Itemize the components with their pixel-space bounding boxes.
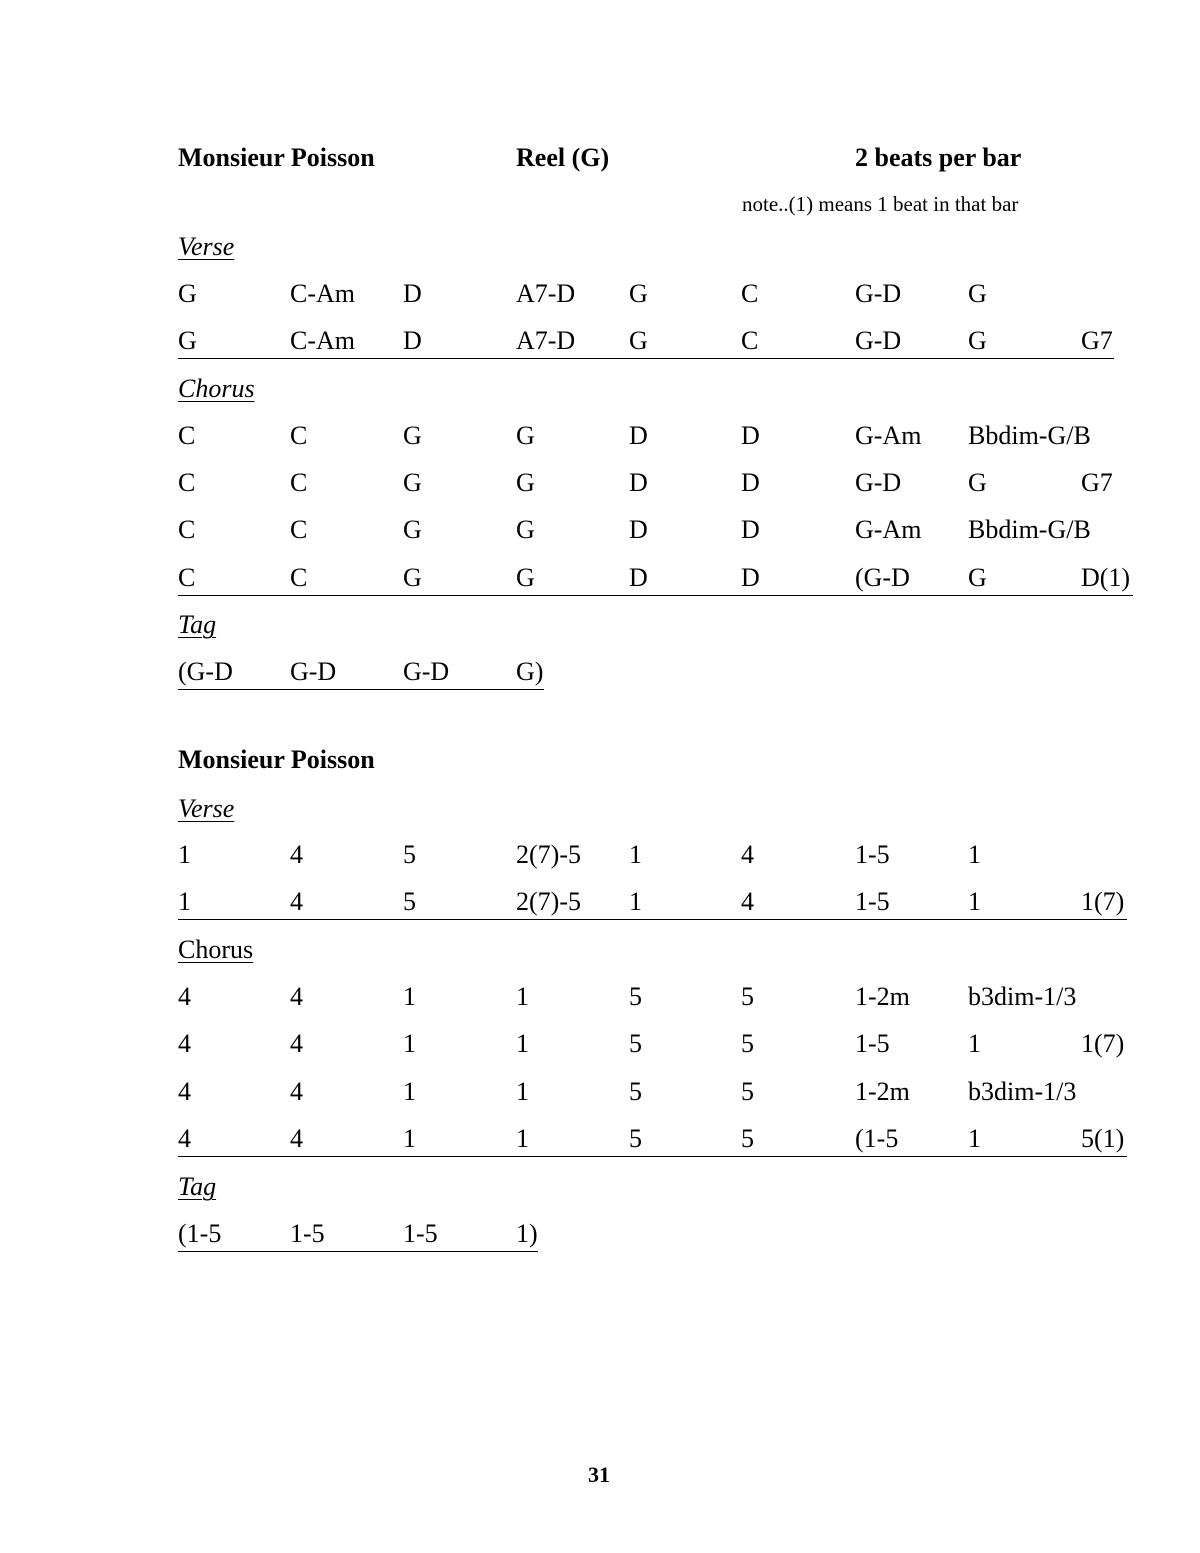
chord-cell: G	[968, 563, 987, 592]
chart1-style: Reel (G)	[516, 143, 610, 172]
chord-cell: 5	[741, 1124, 754, 1153]
chord-cell: G-D	[855, 326, 902, 355]
chord-cell: 2(7)-5	[516, 887, 581, 916]
chord-cell: 5	[741, 1077, 754, 1106]
chord-cell: G7	[1081, 326, 1113, 355]
chord-cell: 4	[290, 1029, 303, 1058]
chord-cell: 5	[741, 982, 754, 1011]
chord-cell: 1-5	[290, 1219, 325, 1248]
chord-cell: C	[178, 515, 196, 544]
chord-row	[178, 1077, 1138, 1109]
chord-cell: D	[741, 421, 760, 450]
chord-row	[178, 1219, 538, 1252]
chord-cell: 1-5	[855, 840, 890, 869]
page-number: 31	[588, 1462, 610, 1487]
chord-row	[178, 279, 1138, 311]
chord-cell: 1	[403, 1077, 416, 1106]
chord-cell: 1(7)	[1081, 887, 1125, 916]
chord-cell: G	[968, 326, 987, 355]
chord-cell: D	[403, 326, 422, 355]
chord-cell: 4	[290, 1077, 303, 1106]
chord-cell: G	[968, 279, 987, 308]
chord-cell: G-D	[855, 279, 902, 308]
chord-cell: G	[629, 326, 648, 355]
chord-cell: C	[741, 279, 759, 308]
chord-cell: 1	[403, 1029, 416, 1058]
chord-row	[178, 421, 1138, 453]
chord-cell: (G-D	[178, 657, 233, 686]
chord-cell: 1-5	[855, 887, 890, 916]
chord-cell: (1-5	[178, 1219, 222, 1248]
chord-cell: 1	[629, 887, 642, 916]
chord-cell: 1	[516, 982, 529, 1011]
chord-cell: G	[968, 468, 987, 497]
chord-cell: 5	[741, 1029, 754, 1058]
chord-cell: G	[516, 563, 535, 592]
chord-cell: 1	[968, 887, 981, 916]
chord-cell: 4	[290, 982, 303, 1011]
chord-cell: G7	[1081, 468, 1113, 497]
chord-cell: 5	[629, 1029, 642, 1058]
chord-cell: 1(7)	[1081, 1029, 1125, 1058]
chord-cell: G-D	[290, 657, 337, 686]
chord-cell: G	[403, 563, 422, 592]
chord-cell: C	[178, 421, 196, 450]
chord-row	[178, 982, 1138, 1014]
chord-cell: 5	[403, 887, 416, 916]
chord-cell: D	[629, 515, 648, 544]
chord-row	[178, 1124, 1127, 1157]
chord-cell: G	[403, 421, 422, 450]
chord-cell: C	[290, 468, 308, 497]
chord-cell: 1-5	[855, 1029, 890, 1058]
chord-cell: 4	[290, 840, 303, 869]
chord-cell: D	[741, 563, 760, 592]
chord-cell: 5	[629, 982, 642, 1011]
chord-cell: 4	[290, 1124, 303, 1153]
chord-cell: D	[741, 468, 760, 497]
chord-cell: D(1)	[1081, 563, 1131, 592]
chord-cell: Bbdim-G/B	[968, 421, 1091, 450]
chart2-verse-label: Verse	[178, 794, 235, 823]
chord-cell: D	[741, 515, 760, 544]
chord-row	[178, 326, 1114, 359]
chord-cell: 5	[629, 1124, 642, 1153]
chord-cell: 2(7)-5	[516, 840, 581, 869]
chord-cell: C-Am	[290, 279, 355, 308]
chord-cell: 1	[403, 1124, 416, 1153]
chart1-chorus-label: Chorus	[178, 374, 255, 403]
chord-cell: G)	[516, 657, 544, 686]
chord-cell: G	[516, 468, 535, 497]
chord-cell: G	[178, 279, 197, 308]
chord-cell: G-D	[403, 657, 450, 686]
chord-cell: Bbdim-G/B	[968, 515, 1091, 544]
chord-cell: 4	[178, 1124, 191, 1153]
chord-row	[178, 468, 1138, 500]
chord-cell: 1	[516, 1029, 529, 1058]
chord-cell: 1-5	[403, 1219, 438, 1248]
chord-cell: b3dim-1/3	[968, 1077, 1077, 1106]
chart1-meter: 2 beats per bar	[855, 143, 1022, 172]
chord-cell: G	[516, 515, 535, 544]
chord-row	[178, 657, 544, 690]
chord-cell: 5	[629, 1077, 642, 1106]
chart2-chorus-label: Chorus	[178, 935, 254, 964]
chord-cell: A7-D	[516, 326, 576, 355]
chord-cell: 4	[178, 982, 191, 1011]
chord-cell: 1	[516, 1124, 529, 1153]
chord-row	[178, 840, 1138, 872]
chord-cell: 1	[178, 840, 191, 869]
chord-cell: C	[178, 563, 196, 592]
chart1-tag-label: Tag	[178, 610, 217, 639]
chord-cell: 1	[516, 1077, 529, 1106]
chord-cell: 4	[178, 1029, 191, 1058]
chord-cell: G-Am	[855, 515, 922, 544]
chord-cell: 5(1)	[1081, 1124, 1125, 1153]
chord-cell: 4	[290, 887, 303, 916]
chord-cell: C	[290, 421, 308, 450]
chord-cell: D	[629, 468, 648, 497]
chord-cell: G-Am	[855, 421, 922, 450]
chord-cell: (1-5	[855, 1124, 899, 1153]
chord-cell: C	[178, 468, 196, 497]
chord-cell: 1	[403, 982, 416, 1011]
chart1-title: Monsieur Poisson	[178, 143, 375, 172]
chart1-verse-label: Verse	[178, 232, 235, 261]
chord-cell: G	[403, 468, 422, 497]
chord-cell: 1-2m	[855, 982, 910, 1011]
chord-cell: (G-D	[855, 563, 910, 592]
chord-cell: 4	[741, 840, 754, 869]
chord-cell: 1	[968, 1029, 981, 1058]
chord-cell: 1	[968, 1124, 981, 1153]
chord-row	[178, 887, 1127, 920]
chart2-title: Monsieur Poisson	[178, 745, 375, 774]
chord-cell: C	[741, 326, 759, 355]
chart2-tag-label: Tag	[178, 1172, 217, 1201]
chord-cell: D	[403, 279, 422, 308]
chart1-note: note..(1) means 1 beat in that bar	[742, 192, 1019, 216]
chord-cell: 1	[968, 840, 981, 869]
chord-row	[178, 1029, 1138, 1061]
chord-cell: D	[629, 421, 648, 450]
chord-cell: b3dim-1/3	[968, 982, 1077, 1011]
chord-cell: C-Am	[290, 326, 355, 355]
chord-cell: 5	[403, 840, 416, 869]
chord-cell: G	[516, 421, 535, 450]
chord-row	[178, 515, 1138, 547]
chord-cell: 1-2m	[855, 1077, 910, 1106]
chord-cell: 1	[629, 840, 642, 869]
chord-cell: G	[178, 326, 197, 355]
chord-cell: C	[290, 515, 308, 544]
chord-cell: 1	[178, 887, 191, 916]
chord-cell: 4	[178, 1077, 191, 1106]
chord-cell: 1)	[516, 1219, 538, 1248]
chord-cell: A7-D	[516, 279, 576, 308]
chord-cell: 4	[741, 887, 754, 916]
chord-cell: G-D	[855, 468, 902, 497]
chord-cell: G	[403, 515, 422, 544]
chord-cell: D	[629, 563, 648, 592]
chord-cell: C	[290, 563, 308, 592]
chord-cell: G	[629, 279, 648, 308]
chord-row	[178, 563, 1133, 596]
